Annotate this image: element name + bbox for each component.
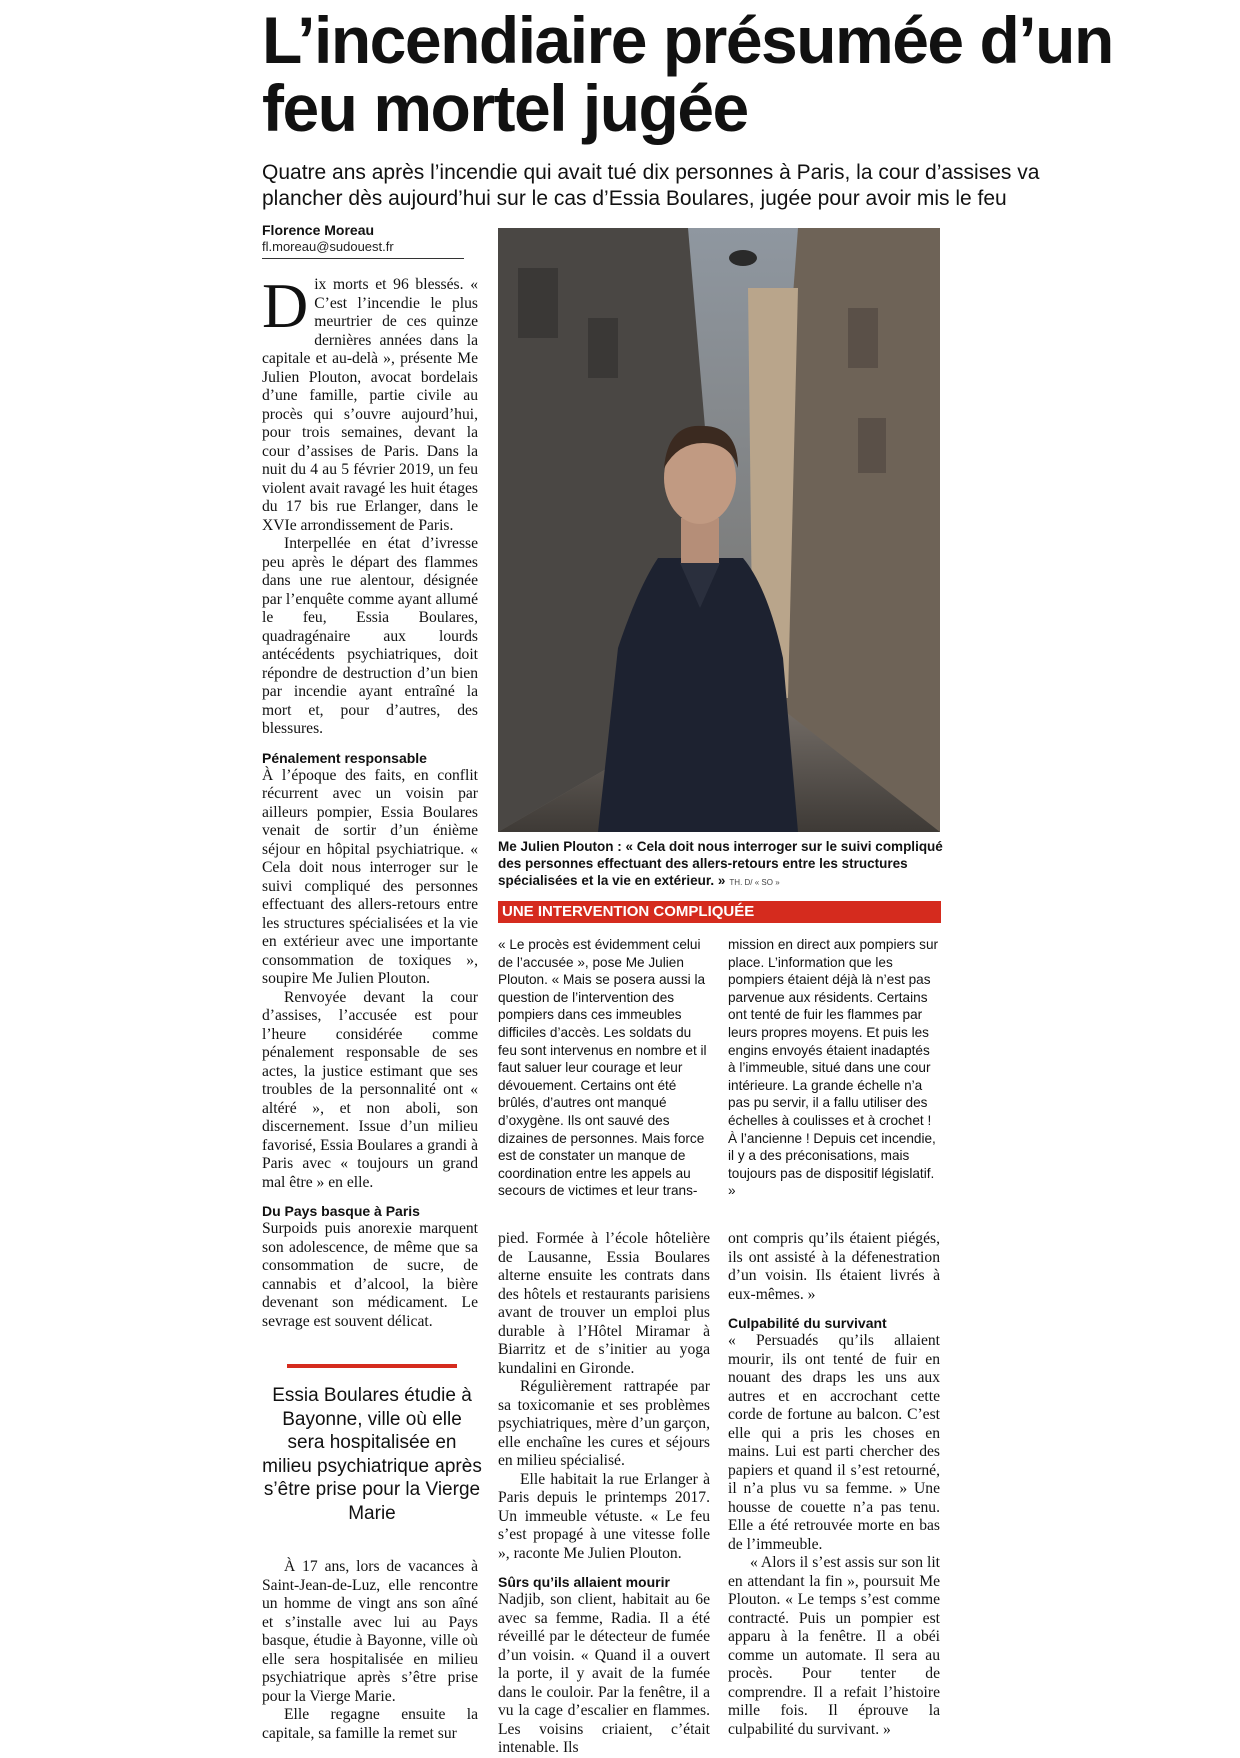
- byline-author: Florence Moreau: [262, 222, 375, 238]
- sidebar-box-title: UNE INTERVENTION COMPLIQUÉE: [498, 901, 941, 923]
- column-3: [728, 1230, 940, 1739]
- column-2: [498, 1230, 710, 1758]
- paragraph: Renvoyée devant la cour d’assises, l’accusée est pour l’heure considérée comme pénalement responsable de ses actes, la justice estimant que ses troubles de la personnalité ont « altéré », et non aboli, son discernement. Issue d’un milieu favorisé, Essia Boulares a grandi à Paris avec « toujours un grand mal être » en elle.: [262, 988, 478, 1191]
- photo-lawyer: [498, 228, 940, 832]
- subheading: Du Pays basque à Paris: [262, 1203, 420, 1219]
- subheading: Sûrs qu’ils allaient mourir: [498, 1574, 670, 1590]
- photo-caption: [498, 838, 948, 891]
- standfirst: Quatre ans après l’incendie qui avait tué dix personnes à Paris, la cour d’assises va plancher dès aujourd’hui sur le cas d’Essia Boulares, jugée pour avoir mis le feu: [262, 161, 1040, 210]
- paragraph: Surpoids puis anorexie marquent son adolescence, de même que sa consommation de sucre, de cannabis et d’alcool, la bière devenant son médicament. Le sevrage est souvent délicat.: [262, 1220, 478, 1330]
- paragraph: À 17 ans, lors de vacances à Saint-Jean-de-Luz, elle rencontre un homme de vingt ans son aîné et s’installe avec lui au Pays basque, étudie à Bayonne, ville où elle sera hospitalisée en milieu psychiatrique après s’être prise pour la Vierge Marie.: [262, 1558, 478, 1705]
- column-1: [262, 270, 478, 1331]
- byline-divider: [262, 258, 464, 259]
- paragraph: pied. Formée à l’école hôtelière de Lausanne, Essia Boulares alterne ensuite les contrats dans des hôtels et restaurants parisiens avant de trouver un emploi plus durable à l’Hôtel Miramar à Biarritz et de s’initier au yoga kundalini en Gironde.: [498, 1230, 710, 1377]
- subheading: Culpabilité du survivant: [728, 1315, 887, 1331]
- paragraph: Régulièrement rattrapée par sa toxicomanie et ses problèmes psychiatriques, mère d’un garçon, elle enchaîne les cures et séjours en milieu spécialisé.: [498, 1378, 710, 1469]
- headline: L’incendiaire présumée d’un feu mortel jugée: [262, 3, 1113, 145]
- paragraph: Elle regagne ensuite la capitale, sa famille la remet sur: [262, 1706, 478, 1742]
- sidebar-box-left: « Le procès est évidemment celui de l’accusée », pose Me Julien Plouton. « Mais se posera aussi la question de l’intervention des pompiers dans ces immeubles difficiles d’accès. Les soldats du feu sont intervenus en nombre et il faut saluer leur courage et leur dévouement. Certains ont été brûlés, d’autres ont manqué d’oxygène. Ils ont sauvé des dizaines de personnes. Mais force est de constater un manque de coordination entre les appels au secours de victimes et leur trans-: [498, 937, 707, 1199]
- paragraph: ix morts et 96 blessés. « C’est l’incendie le plus meurtrier de ces quinze dernières années dans la capitale et au-delà », présente Me Julien Plouton, avocat bordelais d’une famille, partie civile au procès qui s’ouvre aujourd’hui, pour trois semaines, devant la cour d’assises de Paris. Dans la nuit du 4 au 5 février 2019, un feu violent avait ravagé les huit étages du 17 bis rue Erlanger, dans le XVIe arrondissement de Paris.: [262, 276, 478, 534]
- drop-cap: D: [262, 270, 309, 341]
- paragraph: ont compris qu’ils étaient piégés, ils ont assisté à la défenestration d’un voisin. Ils étaient livrés à eux-mêmes. »: [728, 1230, 940, 1303]
- pullquote: Essia Boulares étudie à Bayonne, ville où elle sera hospitalisée en milieu psychiatrique après s’être prise pour la Vierge Marie: [262, 1385, 482, 1524]
- pullquote-rule: [287, 1364, 457, 1368]
- subheading: Pénalement responsable: [262, 749, 427, 766]
- paragraph: Elle habitait la rue Erlanger à Paris depuis le printemps 2017. Un immeuble vétuste. « Le feu s’est propagé à une vitesse folle », raconte Me Julien Plouton.: [498, 1470, 710, 1562]
- caption-text: Me Julien Plouton : « Cela doit nous interroger sur le suivi compliqué des personnes effectuant des allers-retours entre les structures spécialisées et la vie en extérieur. »: [498, 839, 943, 888]
- column-1-continued: [262, 1558, 478, 1743]
- paragraph: Interpellée en état d’ivresse peu après le départ des flammes dans une rue alentour, désignée par l’enquête comme ayant allumé le feu, Essia Boulares, quadragénaire aux lourds antécédents psychiatriques, doit répondre de destruction d’un bien par incendie ayant entraîné la mort et, pour d’autres, des blessures.: [262, 535, 478, 737]
- photo-credit: TH. D/ « SO »: [729, 878, 780, 887]
- street-photo-illustration: [498, 228, 940, 832]
- byline-email[interactable]: fl.moreau@sudouest.fr: [262, 239, 394, 254]
- sidebar-box-right: mission en direct aux pompiers sur place. L’information que les pompiers étaient déjà là n’est pas parvenue aux résidents. Certains ont tenté de fuir les flammes par leurs propres moyens. Et puis les engins envoyés étaient inadaptés à l’immeuble, situé dans une cour intérieure. La grande échelle n’a pas pu servir, il a fallu utiliser des échelles à coulisses et à crochet ! À l’ancienne ! Depuis cet incendie, il y a des préconisations, mais toujours pas de dispositif législatif. »: [728, 937, 939, 1199]
- paragraph: « Persuadés qu’ils allaient mourir, ils ont tenté de fuir en nouant des draps les uns aux autres et en accrochant cette corde de fortune au balcon. C’est elle qui a pris les choses en mains. Lui est parti chercher des papiers et quand il s’est retourné, il n’a plus vu sa femme. » Une housse de couette n’a pas tenu. Elle a été retrouvée morte en bas de l’immeuble.: [728, 1332, 940, 1553]
- paragraph: À l’époque des faits, en conflit récurrent avec un voisin par ailleurs pompier, Essia Boulares venait de sortir d’un énième séjour en hôpital psychiatrique. « Cela doit nous interroger sur le suivi compliqué des personnes effectuant des allers-retours entre les structures spécialisées et la vie en extérieur avec une importante consommation de toxiques », soupire Me Julien Plouton.: [262, 766, 478, 987]
- paragraph: « Alors il s’est assis sur son lit en attendant la fin », poursuit Me Plouton. « Le temps s’est comme contracté. Puis un pompier est apparu à la fenêtre. Il a obéi comme un automate. Il sera au procès. Pour tenter de comprendre. Il a refait l’histoire mille fois. Il éprouve la culpabilité du survivant. »: [728, 1554, 940, 1738]
- paragraph: Nadjib, son client, habitait au 6e avec sa femme, Radia. Il a été réveillé par le détecteur de fumée d’un voisin. « Quand il a ouvert la porte, il y avait de la fumée dans le couloir. Par la fenêtre, il a vu la cage d’escalier en flammes. Les voisins criaient, c’était intenable. Ils: [498, 1591, 710, 1756]
